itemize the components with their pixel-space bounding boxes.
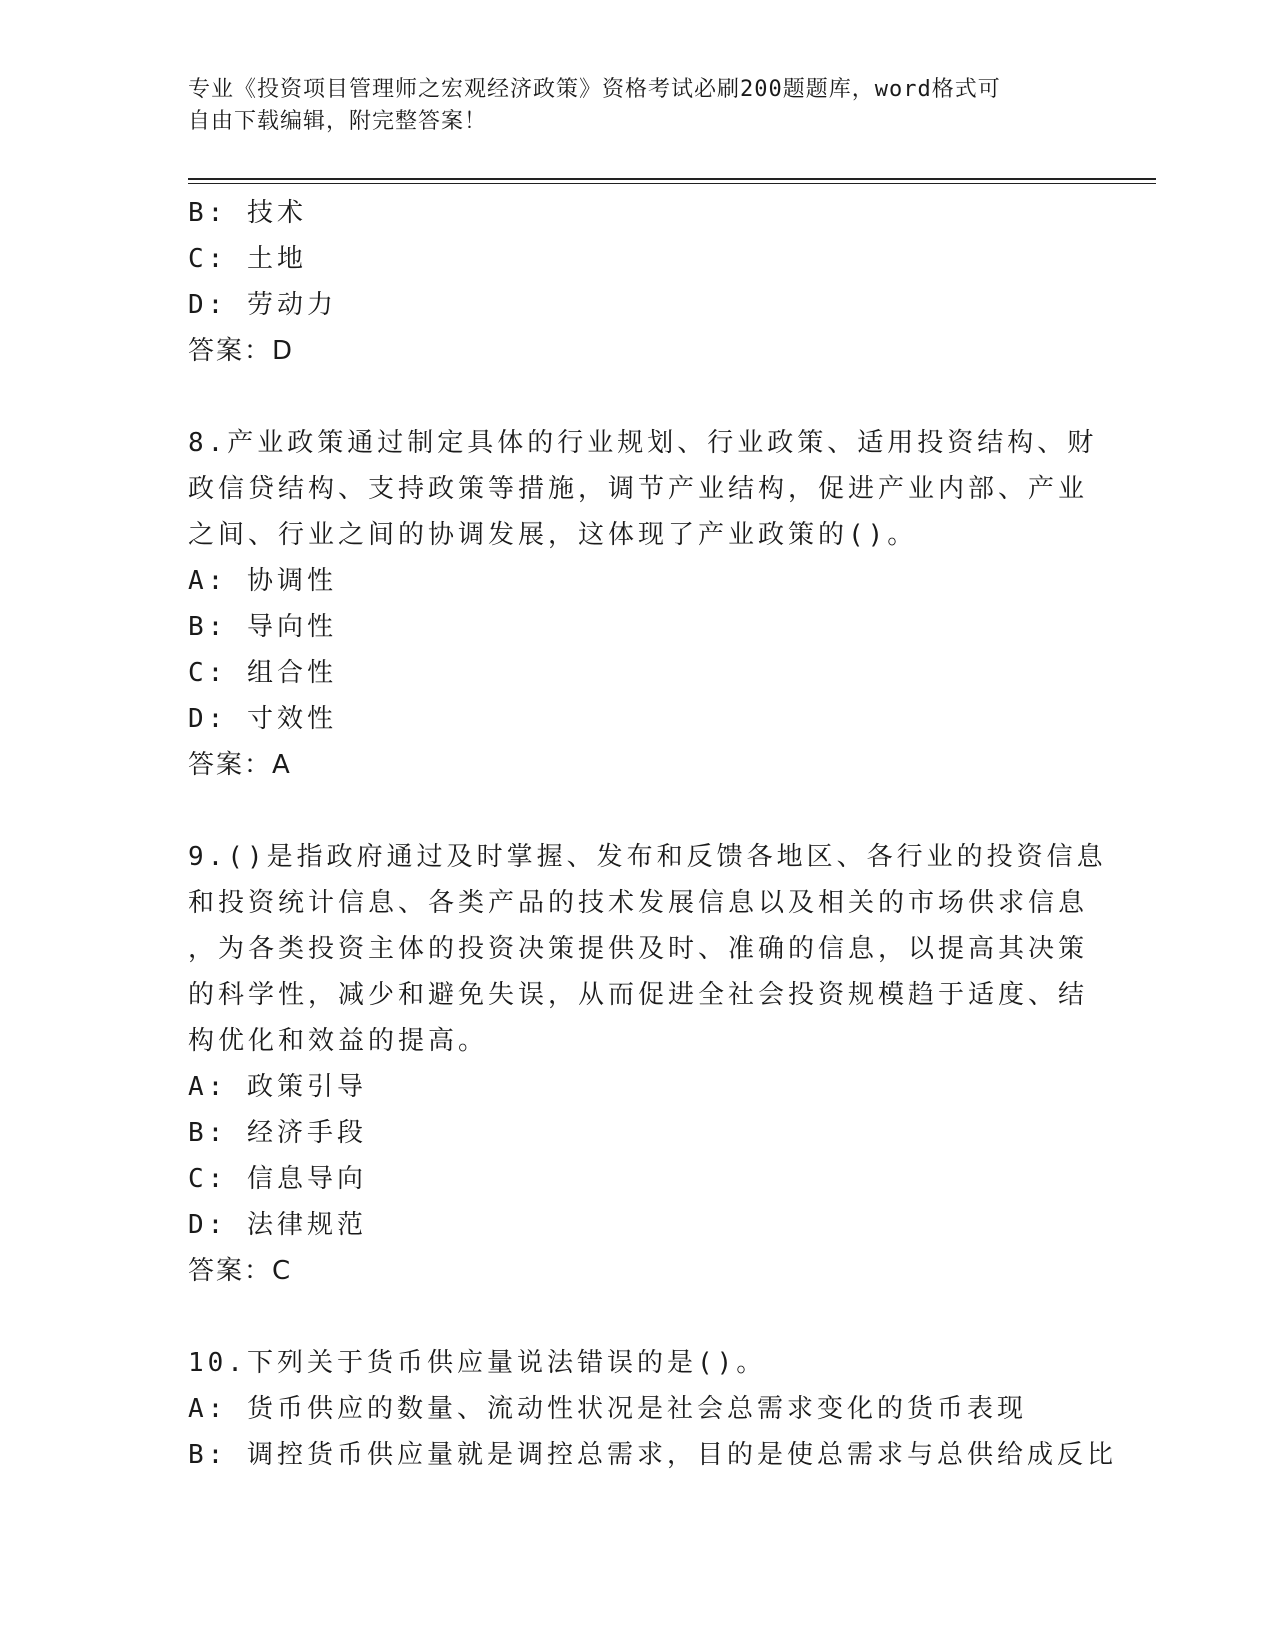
document-header xyxy=(188,74,1068,138)
answer-line: 答案：D xyxy=(188,336,295,366)
answer-line: 答案：A xyxy=(188,750,292,780)
question-text-line: 8.产业政策通过制定具体的行业规划、行业政策、适用投资结构、财 xyxy=(188,428,1098,458)
header-divider-thick xyxy=(188,178,1156,180)
question-text-line: ，为各类投资主体的投资决策提供及时、准确的信息，以提高其决策 xyxy=(188,934,1089,964)
question-text-line: 构优化和效益的提高。 xyxy=(188,1026,489,1056)
option-c: C: 信息导向 xyxy=(188,1164,367,1194)
option-b: B: 调控货币供应量就是调控总需求，目的是使总需求与总供给成反比 xyxy=(188,1440,1117,1470)
option-d: D: 寸效性 xyxy=(188,704,337,734)
question-text-line: 政信贷结构、支持政策等措施，调节产业结构，促进产业内部、产业 xyxy=(188,474,1089,504)
question-content xyxy=(188,190,1117,1478)
question-text-line: 9.()是指政府通过及时掌握、发布和反馈各地区、各行业的投资信息 xyxy=(188,842,1107,872)
question-text-line: 10.下列关于货币供应量说法错误的是()。 xyxy=(188,1348,767,1378)
option-b: B: 经济手段 xyxy=(188,1118,367,1148)
question-9 xyxy=(188,834,1107,1294)
question-text-line: 的科学性，减少和避免失误，从而促进全社会投资规模趋于适度、结 xyxy=(188,980,1089,1010)
header-divider-thin xyxy=(188,183,1156,184)
option-c: C: 土地 xyxy=(188,244,307,274)
option-d: D: 法律规范 xyxy=(188,1210,367,1240)
question-8 xyxy=(188,420,1098,788)
option-b: B: 技术 xyxy=(188,198,307,228)
option-a: A: 货币供应的数量、流动性状况是社会总需求变化的货币表现 xyxy=(188,1394,1027,1424)
question-text-line: 和投资统计信息、各类产品的技术发展信息以及相关的市场供求信息 xyxy=(188,888,1089,918)
question-10 xyxy=(188,1340,1117,1478)
option-c: C: 组合性 xyxy=(188,658,337,688)
option-a: A: 政策引导 xyxy=(188,1072,367,1102)
answer-line: 答案：C xyxy=(188,1256,293,1286)
option-b: B: 导向性 xyxy=(188,612,337,642)
option-a: A: 协调性 xyxy=(188,566,337,596)
option-d: D: 劳动力 xyxy=(188,290,337,320)
question-7-tail xyxy=(188,190,1088,374)
header-line-1: 专业《投资项目管理师之宏观经济政策》资格考试必刷200题题库，word格式可 xyxy=(188,77,1001,102)
header-line-2: 自由下载编辑，附完整答案！ xyxy=(188,109,488,134)
question-text-line: 之间、行业之间的协调发展，这体现了产业政策的()。 xyxy=(188,520,918,550)
